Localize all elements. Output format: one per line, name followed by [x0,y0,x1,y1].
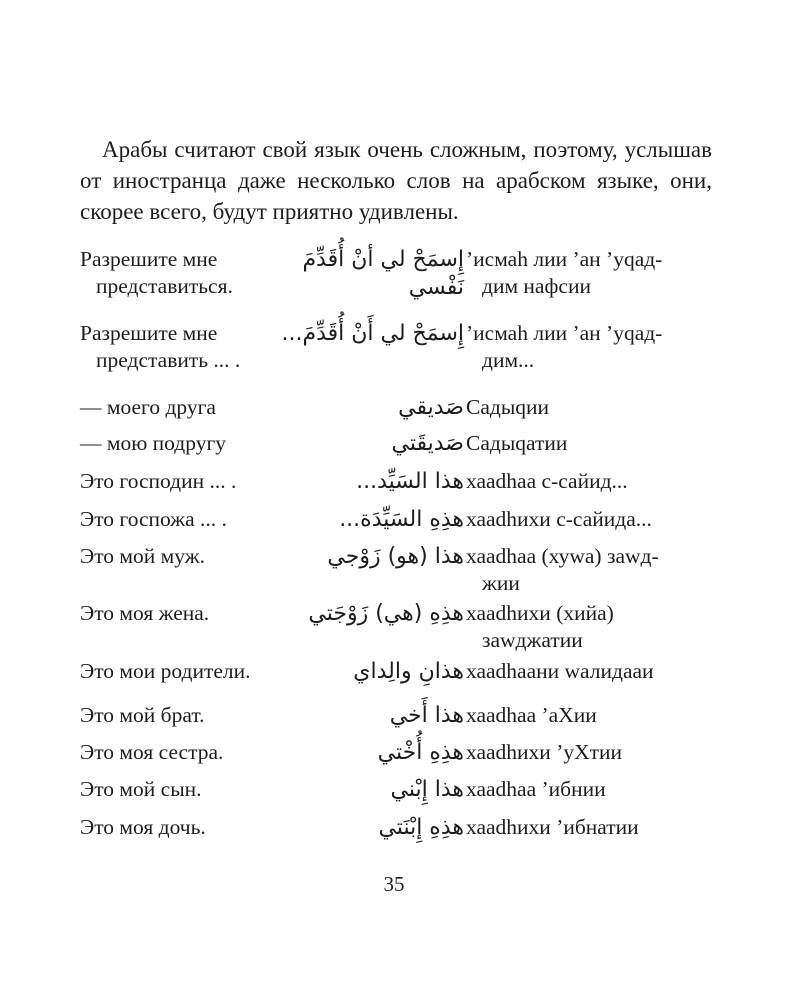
arabic-phrase: هذا السَيِّد... [356,469,464,494]
transliteration: ʼисмаh лии ʼан ʼуqад- дим нафсии [466,247,663,298]
arabic-phrase: هذِهِ إِبْنَتي [378,815,464,840]
arabic-phrase: هذِهِ السَيِّدَة... [339,507,464,532]
transliteration: хаadhаани wалидаaи [466,659,654,683]
arabic-phrase: صَديقي [398,395,464,420]
arabic-phrase: هذا إِبْني [390,777,464,802]
arabic-phrase: هذِهِ (هي) زَوْجَتي [308,601,464,626]
transliteration: хаadhихи ʼуХтии [466,740,623,764]
transliteration: хаadhихи ʼибнатии [466,815,639,839]
russian-phrase: Разрешите мне представить ... . [80,321,241,372]
transliteration: хаadhаа ʼибнии [466,777,606,801]
arabic-phrase: هذانِ والِداي [353,659,464,684]
arabic-phrase: هذا أَخي [389,703,464,728]
russian-phrase: Это моя жена. [80,601,210,625]
russian-phrase: Это мой муж. [80,544,205,568]
russian-phrase: Это мой сын. [80,777,202,801]
transliteration: хаadhаа (хуwа) заwд- жии [466,544,659,595]
transliteration: хаadhаа с-сайид... [466,469,628,493]
intro-paragraph: Арабы считают свой язык очень сложным, поэтому, услышав от иностранца даже несколько слов на арабском языке, они, скорее всего, будут приятно удивлены. [80,137,712,224]
arabic-phrase: صَديقَتي [391,431,464,456]
transliteration: хаadhихи (хийа) заwджатии [466,601,614,652]
russian-phrase: Это моя дочь. [80,815,206,839]
russian-phrase: Это господин ... . [80,469,237,493]
russian-phrase: Разрешите мне представиться. [80,247,233,298]
arabic-phrase: هذا (هو) زَوْجي [327,544,464,569]
transliteration: хаadhаа ʼаХии [466,703,597,727]
page-number: 35 [383,872,405,896]
russian-phrase: Это госпожа ... . [80,507,227,531]
arabic-phrase: إِسمَحْ لي أَنْ أُقَدِّمَ... [281,321,464,346]
transliteration: ʼисмаh лии ʼан ʼуqад- дим... [466,321,663,372]
arabic-phrase: هذِهِ أُخْتي [377,740,464,765]
russian-phrase: Это моя сестра. [80,740,224,764]
russian-phrase: Это мой брат. [80,703,205,727]
arabic-phrase: إِسمَحْ لي أنْ أُقَدِّمَ نَفْسي [302,247,464,300]
transliteration: Садыqии [466,395,550,419]
russian-phrase: — моего друга [80,395,216,419]
russian-phrase: Это мои родители. [80,659,251,683]
russian-phrase: — мою подругу [80,431,227,455]
transliteration: хаadhихи с-сайида... [466,507,652,531]
transliteration: Садыqатии [466,431,568,455]
